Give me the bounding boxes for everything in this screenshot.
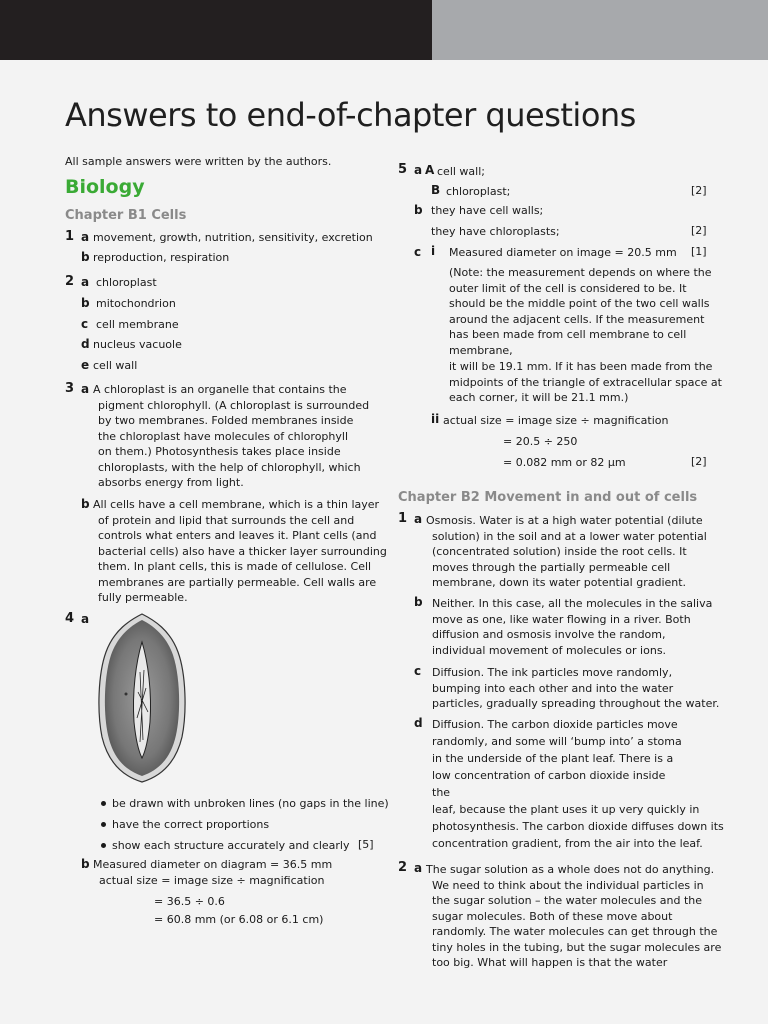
part-label: a <box>81 612 90 626</box>
part-label: d <box>414 716 423 730</box>
marks: [5] <box>358 838 374 851</box>
note-line: midpoints of the triangle of extracellular space at <box>449 375 722 389</box>
part-label: c <box>81 317 89 331</box>
answer-line: sugar molecules. Both of these move about <box>432 909 673 923</box>
answer-line: controls what enters and leaves it. Plant cells (and <box>98 529 377 542</box>
answer-line: = 60.8 mm (or 6.08 or 6.1 cm) <box>154 913 324 926</box>
answer-line: We need to think about the individual particles in <box>432 878 704 892</box>
chapter-heading-b1: Chapter B1 Cells <box>65 208 187 223</box>
question-number: 2 <box>65 274 75 289</box>
part-label: b <box>81 857 90 871</box>
bullet-text: be drawn with unbroken lines (no gaps in the line) <box>112 797 389 810</box>
answer-line: tiny holes in the tubing, but the sugar molecules are <box>432 940 722 954</box>
answer-line: individual movement of molecules or ions. <box>432 643 667 657</box>
marks: [1] <box>691 245 707 258</box>
answer-line: solution) in the soil and at a lower water potential <box>432 529 707 543</box>
answer-text: chloroplast; <box>446 185 511 198</box>
answer-line: fully permeable. <box>98 591 188 604</box>
part-label: a <box>414 861 423 875</box>
answer-line: low concentration of carbon dioxide inside <box>432 769 666 782</box>
part-label: b <box>414 595 423 609</box>
answer-line: A chloroplast is an organelle that contains the <box>93 383 347 396</box>
answer-text: they have chloroplasts; <box>431 225 560 238</box>
answer-text: cell wall <box>93 359 138 372</box>
answer-line: move as one, like water flowing in a river. Both <box>432 612 691 626</box>
part-label: A <box>425 163 435 177</box>
chapter-heading-b2: Chapter B2 Movement in and out of cells <box>398 490 698 505</box>
answer-text: mitochondrion <box>96 297 176 310</box>
section-heading: Biology <box>65 176 145 198</box>
part-label: b <box>81 250 90 264</box>
header-bar-dark <box>0 0 432 60</box>
answer-text: they have cell walls; <box>431 204 544 217</box>
note-line: has been made from cell membrane to cell <box>449 328 687 341</box>
answer-line: membranes are partially permeable. Cell walls are <box>98 575 377 589</box>
part-label: a <box>81 382 90 396</box>
note-line: should be the middle point of the two cell walls <box>449 297 710 310</box>
part-label: b <box>81 497 90 511</box>
answer-line: too big. What will happen is that the water <box>432 956 668 969</box>
answer-line: Diffusion. The carbon dioxide particles move <box>432 718 678 731</box>
answer-line: randomly, and some will ‘bump into’ a stoma <box>432 735 682 748</box>
fruit-cross-section-image <box>96 612 188 784</box>
part-label: d <box>81 337 90 351</box>
page-title: Answers to end-of-chapter questions <box>65 96 636 134</box>
marks: [2] <box>691 224 707 237</box>
question-number: 4 <box>65 611 75 626</box>
answer-line: Neither. In this case, all the molecules in the saliva <box>432 597 713 610</box>
answer-line: the chloroplast have molecules of chlorophyll <box>98 429 349 443</box>
answer-line: them. In plant cells, this is made of cellulose. Cell <box>98 560 372 573</box>
answer-text: chloroplast <box>96 276 157 289</box>
answer-line: the <box>432 786 451 799</box>
question-number: 5 <box>398 162 408 177</box>
header-bar-grey <box>432 0 768 60</box>
note-line: each corner, it will be 21.1 mm.) <box>449 391 629 404</box>
answer-text: cell membrane <box>96 318 179 331</box>
note-line: membrane, <box>449 343 513 357</box>
part-label: c <box>414 664 422 678</box>
answer-line: on them.) Photosynthesis takes place inside <box>98 445 341 458</box>
part-label: i <box>431 244 436 258</box>
answer-line: diffusion and osmosis involve the random, <box>432 628 666 641</box>
note-line: around the adjacent cells. If the measurement <box>449 312 705 326</box>
part-label: a <box>414 512 423 526</box>
answer-text: reproduction, respiration <box>93 251 230 264</box>
answer-line: All cells have a cell membrane, which is a thin layer <box>93 498 380 511</box>
answer-line: photosynthesis. The carbon dioxide diffuses down its <box>432 820 724 833</box>
answer-line: actual size = image size ÷ magnification <box>99 873 325 887</box>
note-line: it will be 19.1 mm. If it has been made from the <box>449 360 713 373</box>
question-number: 3 <box>65 381 75 396</box>
answer-line: (concentrated solution) inside the root cells. It <box>432 545 687 558</box>
part-label: c <box>414 245 422 259</box>
intro-text: All sample answers were written by the authors. <box>65 155 332 168</box>
bullet-icon <box>101 801 106 806</box>
answer-text: nucleus vacuole <box>93 338 182 351</box>
answer-line: randomly. The water molecules can get through the <box>432 925 718 938</box>
answer-line: Osmosis. Water is at a high water potential (dilute <box>426 514 703 527</box>
answer-line: in the underside of the plant leaf. There is a <box>432 752 674 765</box>
answer-line: = 36.5 ÷ 0.6 <box>154 895 225 908</box>
answer-line: chloroplasts, with the help of chlorophyll, which <box>98 460 361 474</box>
answer-text: actual size = image size ÷ magnification <box>443 414 669 427</box>
question-number: 2 <box>398 860 408 875</box>
part-label: b <box>414 203 423 217</box>
question-number: 1 <box>398 511 408 526</box>
part-label: a <box>81 230 90 244</box>
bullet-text: have the correct proportions <box>112 818 270 831</box>
part-label: ii <box>431 412 440 426</box>
note-line: outer limit of the cell is considered to be. It <box>449 281 687 295</box>
answer-text: movement, growth, nutrition, sensitivity, excretion <box>93 231 373 244</box>
answer-line: particles, gradually spreading throughout the water. <box>432 697 720 710</box>
answer-line: membrane, down its water potential gradient. <box>432 576 687 589</box>
part-label: B <box>431 183 441 197</box>
question-number: 1 <box>65 229 75 244</box>
answer-text: cell wall; <box>437 165 485 178</box>
note-line: (Note: the measurement depends on where the <box>449 266 712 279</box>
answer-line: moves through the partially permeable cell <box>432 560 671 574</box>
answer-text: = 0.082 mm or 82 µm <box>503 456 626 469</box>
answer-line: pigment chlorophyll. (A chloroplast is surrounded <box>98 398 370 412</box>
answer-line: by two membranes. Folded membranes inside <box>98 414 354 427</box>
part-label: a <box>414 163 423 177</box>
part-label: b <box>81 296 90 310</box>
answer-line: of protein and lipid that surrounds the cell and <box>98 513 355 527</box>
answer-line: concentration gradient, from the air into the leaf. <box>432 837 703 850</box>
answer-text: = 20.5 ÷ 250 <box>503 435 578 448</box>
answer-line: absorbs energy from light. <box>98 476 244 489</box>
answer-line: Measured diameter on diagram = 36.5 mm <box>93 858 333 871</box>
marks: [2] <box>691 455 707 468</box>
answer-line: leaf, because the plant uses it up very quickly in <box>432 803 700 816</box>
bullet-icon <box>101 843 106 848</box>
answer-line: the sugar solution – the water molecules and the <box>432 894 703 907</box>
bullet-text: show each structure accurately and clearly <box>112 839 350 852</box>
answer-line: bacterial cells) also have a thicker layer surrounding <box>98 544 387 558</box>
part-label: a <box>81 275 90 289</box>
answer-line: bumping into each other and into the water <box>432 681 674 695</box>
marks: [2] <box>691 184 707 197</box>
answer-line: Diffusion. The ink particles move randomly, <box>432 666 673 679</box>
bullet-icon <box>101 822 106 827</box>
answer-line: The sugar solution as a whole does not do anything. <box>426 863 715 876</box>
answer-text: Measured diameter on image = 20.5 mm <box>449 246 677 259</box>
part-label: e <box>81 358 90 372</box>
